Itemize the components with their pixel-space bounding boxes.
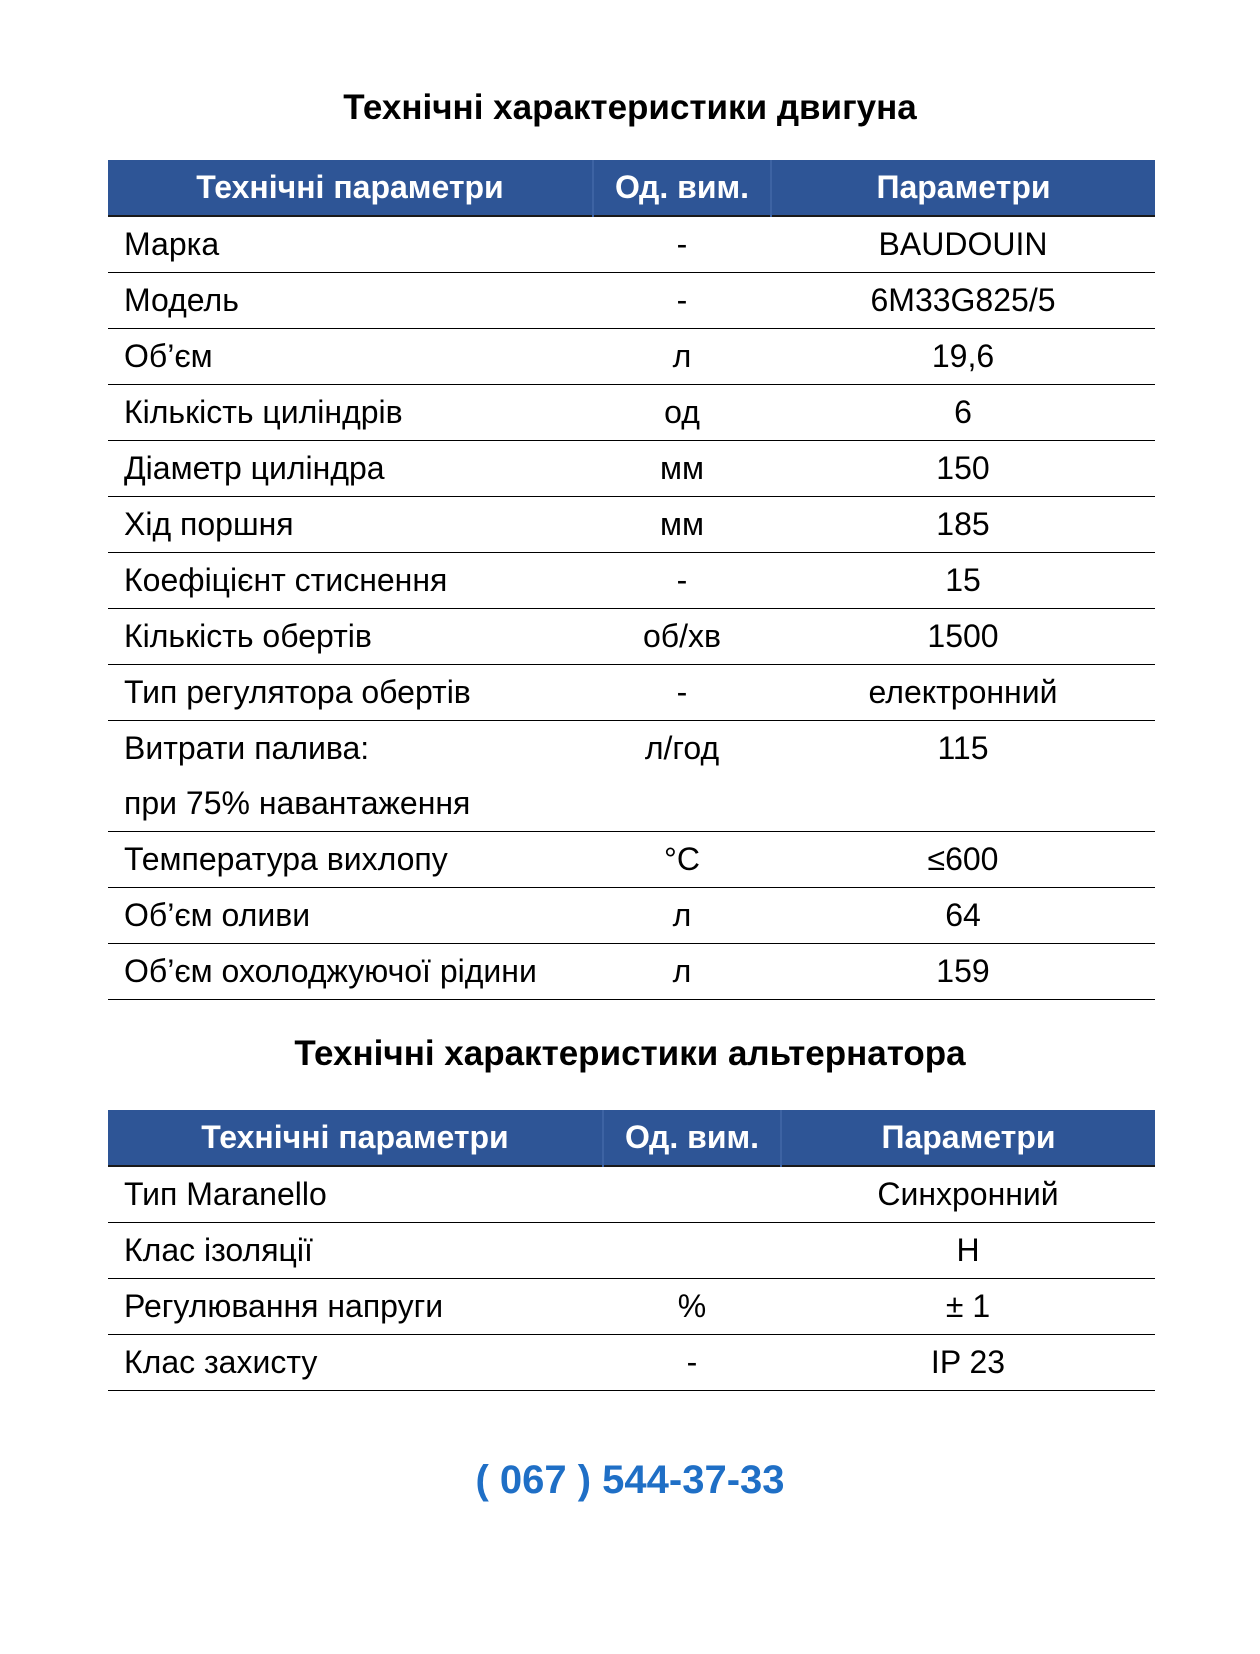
table-row [108, 553, 1155, 609]
table-row [108, 721, 1155, 832]
row-unit: °C [593, 832, 771, 888]
row-unit: - [593, 273, 771, 329]
alternator-specs-table [108, 1110, 1155, 1391]
row-param: Марка [108, 216, 593, 273]
row-param: Регулювання напруги [108, 1279, 603, 1335]
row-value: Синхронний [781, 1166, 1155, 1223]
table-row [108, 216, 1155, 273]
row-param: Об’єм [108, 329, 593, 385]
row-param: Клас захисту [108, 1335, 603, 1391]
table-row [108, 609, 1155, 665]
table-row [108, 497, 1155, 553]
row-param: Температура вихлопу [108, 832, 593, 888]
row-value: 15 [771, 553, 1155, 609]
table-row [108, 888, 1155, 944]
row-param-line1: Витрати палива: [124, 730, 370, 766]
row-unit: од [593, 385, 771, 441]
header-param: Технічні параметри [108, 160, 593, 216]
row-unit [603, 1223, 781, 1279]
row-value-text: 115 [937, 730, 989, 766]
row-unit [603, 1166, 781, 1223]
table-row [108, 273, 1155, 329]
row-value: 185 [771, 497, 1155, 553]
row-param: Кількість циліндрів [108, 385, 593, 441]
header-unit: Од. вим. [593, 160, 771, 216]
row-unit: об/хв [593, 609, 771, 665]
row-value: 19,6 [771, 329, 1155, 385]
row-unit [593, 721, 771, 832]
row-value: 159 [771, 944, 1155, 1000]
engine-specs-title: Технічні характеристики двигуна [343, 88, 917, 127]
row-unit-text: л/год [644, 730, 720, 766]
row-value: 6 [771, 385, 1155, 441]
row-unit: мм [593, 497, 771, 553]
row-param: Об’єм охолоджуючої рідини [108, 944, 593, 1000]
row-unit: мм [593, 441, 771, 497]
row-param: Коефіцієнт стиснення [108, 553, 593, 609]
table-row [108, 1335, 1155, 1391]
row-value: IP 23 [781, 1335, 1155, 1391]
row-value [771, 721, 1155, 832]
header-value: Параметри [781, 1110, 1155, 1166]
row-unit: - [593, 665, 771, 721]
contact-phone: ( 067 ) 544-37-33 [475, 1458, 785, 1502]
row-unit: - [603, 1335, 781, 1391]
engine-specs-table [108, 160, 1155, 1000]
row-value: електронний [771, 665, 1155, 721]
row-value: BAUDOUIN [771, 216, 1155, 273]
row-value: 150 [771, 441, 1155, 497]
table-row [108, 1279, 1155, 1335]
row-param: Діаметр циліндра [108, 441, 593, 497]
engine-table-header-row [108, 160, 1155, 216]
row-unit: % [603, 1279, 781, 1335]
table-row [108, 1223, 1155, 1279]
table-row [108, 329, 1155, 385]
table-row [108, 832, 1155, 888]
header-param: Технічні параметри [108, 1110, 603, 1166]
header-value: Параметри [771, 160, 1155, 216]
table-row [108, 441, 1155, 497]
row-unit: - [593, 216, 771, 273]
row-param: Тип Maranello [108, 1166, 603, 1223]
row-param: Кількість обертів [108, 609, 593, 665]
alternator-table-header-row [108, 1110, 1155, 1166]
row-value: H [781, 1223, 1155, 1279]
row-unit: л [593, 888, 771, 944]
table-row [108, 944, 1155, 1000]
row-value: 64 [771, 888, 1155, 944]
row-param: Хід поршня [108, 497, 593, 553]
row-param: Тип регулятора обертів [108, 665, 593, 721]
header-unit: Од. вим. [603, 1110, 781, 1166]
table-row [108, 665, 1155, 721]
row-value: ≤600 [771, 832, 1155, 888]
alternator-specs-title: Технічні характеристики альтернатора [294, 1034, 966, 1073]
row-value: 6M33G825/5 [771, 273, 1155, 329]
row-param-line2: при 75% навантаження [124, 785, 471, 821]
row-param: Клас ізоляції [108, 1223, 603, 1279]
row-param [108, 721, 593, 832]
row-value: 1500 [771, 609, 1155, 665]
row-unit: л [593, 944, 771, 1000]
row-value: ± 1 [781, 1279, 1155, 1335]
row-param: Об’єм оливи [108, 888, 593, 944]
row-unit: - [593, 553, 771, 609]
table-row [108, 1166, 1155, 1223]
row-param: Модель [108, 273, 593, 329]
table-row [108, 385, 1155, 441]
row-unit: л [593, 329, 771, 385]
